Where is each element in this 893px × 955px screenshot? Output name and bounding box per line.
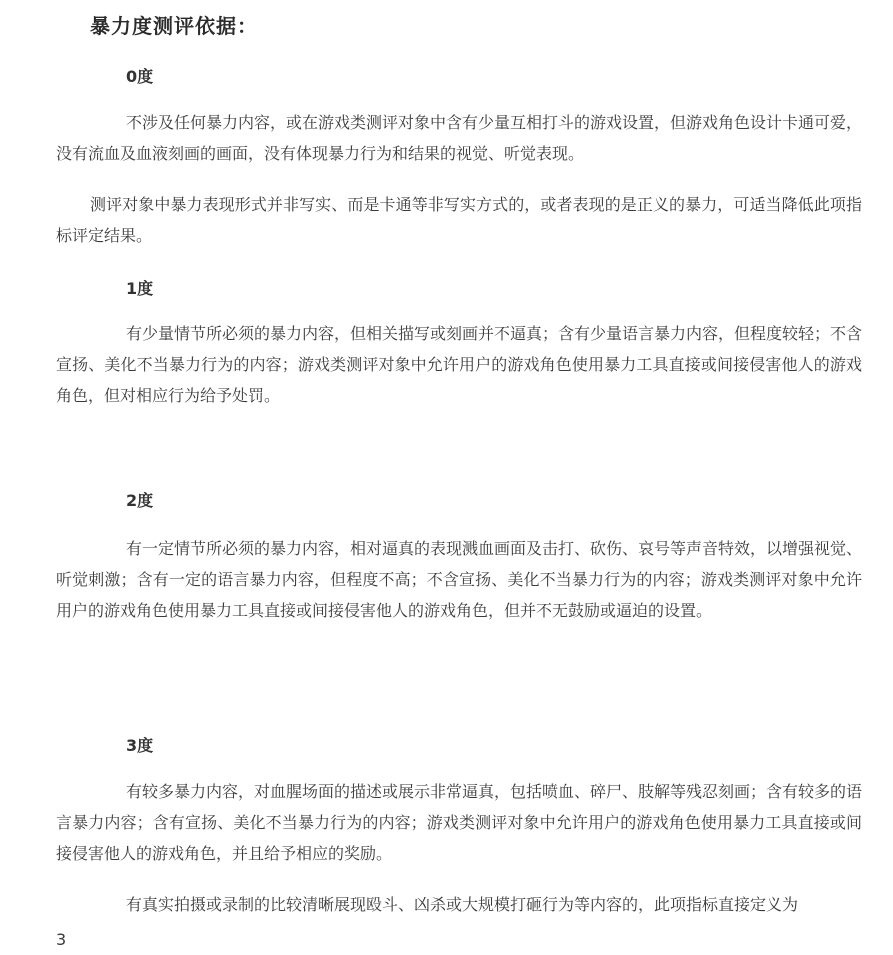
section-heading: 暴力度测评依据： xyxy=(90,14,258,38)
level-1-paragraph-1: 有少量情节所必须的暴力内容，但相关描写或刻画并不逼真；含有少量语言暴力内容，但程度较轻；不含宣扬、美化不当暴力行为的内容；游戏类测评对象中允许用户的游戏角色使用暴力工具直接或间接侵害他人的游戏角色，但对相应行为给予处罚。 xyxy=(56,324,863,405)
level-0-label: 0度 xyxy=(126,67,154,86)
trailing-fragment: 3 xyxy=(56,930,67,949)
level-0-paragraph-2: 测评对象中暴力表现形式并非写实、而是卡通等非写实方式的，或者表现的是正义的暴力，可适当降低此项指标评定结果。 xyxy=(56,195,862,245)
level-0-paragraph-1: 不涉及任何暴力内容，或在游戏类测评对象中含有少量互相打斗的游戏设置，但游戏角色设计卡通可爱，没有流血及血液刻画的画面，没有体现暴力行为和结果的视觉、听觉表现。 xyxy=(56,113,863,163)
level-3-paragraph-2: 有真实拍摄或录制的比较清晰展现殴斗、凶杀或大规模打砸行为等内容的，此项指标直接定义为 xyxy=(126,895,799,914)
level-2-label: 2度 xyxy=(126,491,154,510)
level-3-paragraph-1: 有较多暴力内容，对血腥场面的描述或展示非常逼真，包括喷血、碎尸、肢解等残忍刻画；含有较多的语言暴力内容；含有宣扬、美化不当暴力行为的内容；游戏类测评对象中允许用户的游戏角色使用暴力工具直接或间接侵害他人的游戏角色，并且给予相应的奖励。 xyxy=(56,782,863,863)
level-3-label: 3度 xyxy=(126,736,154,755)
level-1-label: 1度 xyxy=(126,279,154,298)
level-2-paragraph-1: 有一定情节所必须的暴力内容，相对逼真的表现溅血画面及击打、砍伤、哀号等声音特效，以增强视觉、听觉刺激；含有一定的语言暴力内容，但程度不高；不含宣扬、美化不当暴力行为的内容；游戏类测评对象中允许用户的游戏角色使用暴力工具直接或间接侵害他人的游戏角色，但并不无鼓励或逼迫的设置。 xyxy=(56,539,863,620)
